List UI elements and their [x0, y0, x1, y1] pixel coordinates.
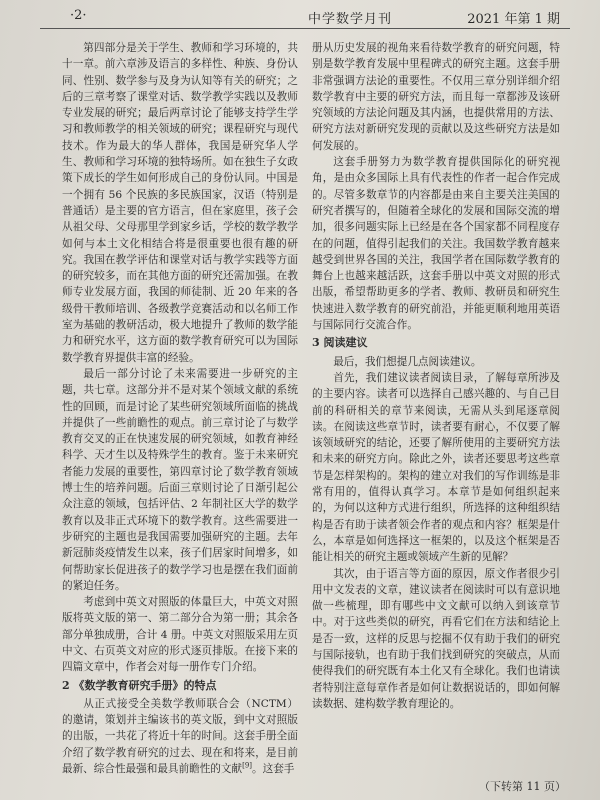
section-heading-features: 2 《数学教育研究手册》的特点 [62, 678, 217, 692]
paragraph-history-perspective: 册从历史发展的视角来看待数学教育的研究问题，特别是数学教育发展中里程碑式的研究主题。这套手册非常强调方法论的重要性。不仅用三章分别详细介绍数学教育中主要的研究方法，而且每一章都涉及该研究领域的方法论问题及其内涵，也提供常用的方法、研究方法对新研究发现的贡献以及这些研究方法是如何发展的。 [312, 42, 560, 152]
paragraph-international-view: 这套手册努力为数学教育提供国际化的研究视角，是由众多国际上具有代表性的作者一起合作完成的。尽管多数章节的内容都是由来自主要关注美国的研究者撰写的，但随着全球化的发展和国际交流的增加，很多问题实际上已经是在各个国家都不同程度存在的问题，值得引起我们的关注。我国数学教育越来越受到世界各国的关注，我国学者在国际数学教育的舞台上也越来越活跃，这套手册以中英文对照的形式出版，希望帮助更多的学者、教师、教研员和研究生快速进入数学教育的研究前沿，并能更顺利地用英语与国际同行交流合作。 [312, 156, 560, 332]
citation-ref: [9] [242, 761, 253, 770]
page-header [40, 4, 570, 29]
page-number: ·2· [70, 8, 87, 23]
right-column [312, 40, 560, 712]
left-column [62, 40, 298, 777]
paragraph-bilingual-edition: 考虑到中英文对照版的体量巨大，中英文对照版将英文版的第一、第二部分合为第一册；其余各部分单独成册，合计 4 册。中英文对照版采用左页中文、右页英文对应的形式逐页排版。在接下来的四篇文章中，作者会对每一册作专门介绍。 [62, 596, 298, 674]
features-text: 从正式接受全美数学教师联合会（NCTM）的邀请，策划并主编该书的英文版，到中文对照版的出版，一共花了将近十年的时间。这套手册全面介绍了数学教育研究的过去、现在和将来，是目前最新、综合性最强和最具前瞻性的文献 [62, 697, 298, 776]
paragraph-features-intro [62, 696, 298, 777]
continued-note: （下转第 11 页） [479, 780, 566, 793]
paragraph-advice-second: 其次，由于语言等方面的原因，原文作者很少引用中文发表的文章，建议读者在阅读时可以有意识地做一些梳理，即有哪些中文文献可以纳入到该章节中。对于这些类似的研究，再看它们在方法和结论上是否一致，这样的反思与挖掘不仅有助于我们的研究与国际接轨，也有助于我们找到研究的突破点，从而使得我们的研究既有本土化又有全球化。我们也请读者特别注意每章作者是如何让数据说话的，即如何解读数据、建构数学教育理论的。 [312, 567, 560, 710]
paragraph-part-four: 第四部分是关于学生、教师和学习环境的，共十一章。前六章涉及语言的多样性、种族、身份认同、性别、数学参与及身为认知等有关的研究；之后的三章考察了课堂对话、数学教学实践以及教师专业发展的研究；最后两章讨论了能够支持学生学习和教师教学的相关领域的研究；课程研究与现代技术。作为最大的华人群体，我国是研究华人学生、教师和学习环境的独特场所。如在独生子女政策下成长的学生如何形成自己的身份认同。中国是一个拥有 56 个民族的多民族国家，汉语（特别是普通话）是主要的官方语言，但在家庭里，孩子会从祖父母、父母那里学到家乡话，学校的数学教学如何与本土文化相结合将是很重要也很有趣的研究。我国在教学评估和课堂对话与教学实践等方面的研究较多，而在其他方面的研究还需加强。在教师专业发展方面，我国的师徒制、近 20 年来的各级骨干教师培训、各级教学竞赛活动和以名师工作室为基础的教研活动，极大地提升了教师的数学能力和研究水平，这方面的数学教育研究可以为国际数学教育界提供丰富的经验。 [62, 42, 298, 364]
journal-title: 中学数学月刊 [308, 12, 393, 27]
features-text-tail: 。这套手 [252, 763, 295, 776]
section-heading-reading-advice: 3 阅读建议 [312, 336, 368, 350]
paragraph-future-topics: 最后一部分讨论了未来需要进一步研究的主题，共七章。这部分并不是对某个领域文献的系统性的回顾，而是讨论了某些研究领域所面临的挑战并提供了一些前瞻性的观点。前三章讨论了与数学教育交叉的正在快速发展的研究领域，如教育神经科学、天才生以及特殊学生的教育。鉴于未来研究者能力发展的重要性，第四章讨论了数学教育领域博士生的培养问题。后面三章则讨论了日渐引起公众注意的领域，包括评估、2 年制社区大学的数学教育以及非正式环境下的数学教育。这些需要进一步研究的主题也是我国需要加强研究的主题。去年新冠肺炎疫情发生以来，孩子们居家时间增多，如何帮助家长促进孩子的数学学习也是摆在我们面前的紧迫任务。 [62, 367, 298, 592]
issue-label: 2021 年第 1 期 [467, 12, 560, 27]
paragraph-advice-first: 首先，我们建议读者阅读目录，了解每章所涉及的主要内容。读者可以选择自己感兴趣的、与自己目前的科研相关的章节来阅读，无需从头到尾逐章阅读。在阅读这些章节时，读者要有耐心，不仅要了解该领域研究的结论，还要了解所使用的主要研究方法和未来的研究方向。除此之外，读者还要思考这些章节是怎样架构的。架构的建立对我们的写作训练是非常有用的，值得认真学习。本章节是如何组织起来的，为何以这种方式进行组织，所选择的这种组织结构是否有助于读者领会作者的观点和内容？框架是什么，本章是如何选择这一框架的，以及这个框架是否能让相关的研究主题或领域产生新的见解？ [312, 371, 560, 564]
paragraph-advice-intro: 最后，我们想提几点阅读建议。 [333, 355, 482, 368]
